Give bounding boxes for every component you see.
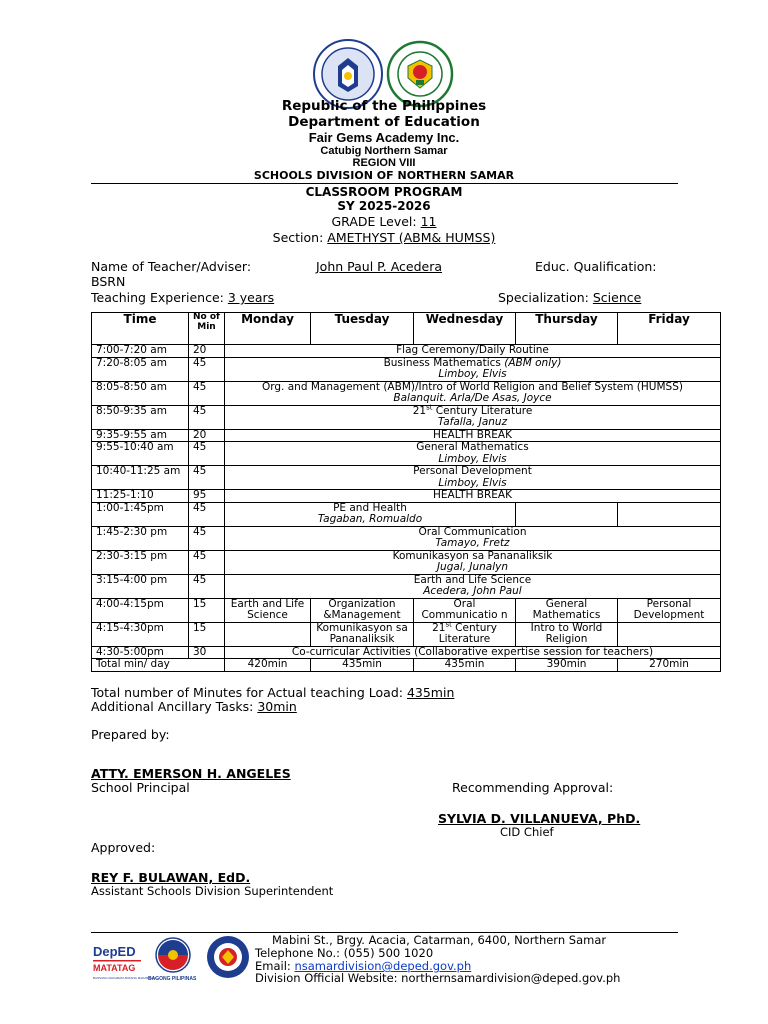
- grade-level: GRADE Level: 11: [331, 214, 437, 229]
- time-cell: 7:00-7:20 am: [92, 345, 189, 358]
- subject-teacher: Acedera, John Paul: [423, 585, 522, 597]
- subject-teacher: Tamayo, Fretz: [435, 537, 510, 549]
- thursday-total: 390min: [516, 659, 618, 672]
- time-cell: 8:05-8:50 am: [92, 381, 189, 405]
- subject-teacher: Tagaban, Romualdo: [317, 513, 423, 525]
- time-cell: 11:25-1:10: [92, 490, 189, 503]
- table-row: [92, 490, 721, 503]
- col-header-minutes: No of Min: [189, 313, 225, 345]
- table-row: [92, 357, 721, 381]
- table-row: [92, 550, 721, 574]
- time-cell: 4:15-4:30pm: [92, 622, 189, 646]
- header-division: SCHOOLS DIVISION OF NORTHERN SAMAR: [253, 169, 515, 182]
- table-row: [92, 526, 721, 550]
- minutes-cell: 45: [189, 357, 225, 381]
- subject-cell: General Mathematics Limboy, Elvis: [225, 442, 721, 466]
- tuesday-cell: Organization &Management: [311, 598, 414, 622]
- subject-cell: Org. and Management (ABM)/Intro of World Religion and Belief System (HUMSS) Balanquit. Arla/De Asas, Joyce: [225, 381, 721, 405]
- minutes-cell: 45: [189, 405, 225, 429]
- minutes-cell: 20: [189, 345, 225, 358]
- time-cell: 10:40-11:25 am: [92, 466, 189, 490]
- subject-teacher: Jugal, Junalyn: [436, 561, 509, 573]
- prepared-by-label: Prepared by:: [91, 727, 170, 742]
- specialization: Specialization: Science: [498, 290, 642, 305]
- time-cell: 4:00-4:15pm: [92, 598, 189, 622]
- ancillary-tasks: Additional Ancillary Tasks: 30min: [91, 699, 297, 714]
- time-cell: 3:15-4:00 pm: [92, 574, 189, 598]
- footer-email: Email: nsamardivision@deped.gov.ph: [255, 959, 472, 973]
- table-row: [92, 502, 721, 526]
- program-title: CLASSROOM PROGRAM: [305, 185, 463, 199]
- table-row: [92, 442, 721, 466]
- minutes-cell: 95: [189, 490, 225, 503]
- program-school-year: SY 2025-2026: [337, 199, 431, 213]
- subject-cell: HEALTH BREAK: [225, 490, 721, 503]
- monday-total: 420min: [225, 659, 311, 672]
- col-header-friday: Friday: [618, 313, 721, 345]
- subject-teacher: Limboy, Elvis: [438, 476, 507, 489]
- teaching-load: Total number of Minutes for Actual teaching Load: 435min: [91, 685, 455, 700]
- principal-name: ATTY. EMERSON H. ANGELES: [91, 766, 291, 781]
- teacher-name-label: Name of Teacher/Adviser:: [91, 259, 252, 274]
- subject-cell: Co-curricular Activities (Collaborative expertise session for teachers): [225, 646, 721, 659]
- empty-cell: [618, 502, 721, 526]
- minutes-cell: 45: [189, 442, 225, 466]
- col-header-thursday: Thursday: [516, 313, 618, 345]
- subject-teacher: Limboy, Elvis: [438, 452, 507, 465]
- table-row: [92, 345, 721, 358]
- matatag-wordmark: MATATAG: [93, 963, 136, 973]
- table-row: [92, 622, 721, 646]
- matatag-tagline: BANSANG MAKABATA BATANG MAKABANSA: [93, 976, 157, 980]
- email-link[interactable]: nsamardivision@deped.gov.ph: [294, 959, 472, 973]
- tuesday-cell: Komunikasyon sa Pananaliksik: [311, 622, 414, 646]
- header-divider: [91, 183, 678, 184]
- monday-cell: [225, 622, 311, 646]
- time-cell: 9:35-9:55 am: [92, 429, 189, 442]
- time-cell: 4:30-5:00pm: [92, 646, 189, 659]
- minutes-cell: 45: [189, 502, 225, 526]
- asds-title: Assistant Schools Division Superintendent: [91, 884, 334, 898]
- monday-cell: Earth and Life Science: [225, 598, 311, 622]
- qualification-label: Educ. Qualification:: [535, 259, 657, 274]
- minutes-cell: 15: [189, 622, 225, 646]
- bagong-pilipinas-logo: [147, 936, 199, 982]
- subject-teacher: Limboy, Elvis: [438, 368, 507, 380]
- footer-address: Mabini St., Brgy. Acacia, Catarman, 6400, Northern Samar: [272, 933, 607, 947]
- principal-title: School Principal: [91, 780, 190, 795]
- time-cell: 1:45-2:30 pm: [92, 526, 189, 550]
- bagong-pilipinas-wordmark: BAGONG PILIPINAS: [148, 976, 197, 982]
- time-cell: 7:20-8:05 am: [92, 357, 189, 381]
- table-row: [92, 381, 721, 405]
- subject-cell: HEALTH BREAK: [225, 429, 721, 442]
- subject-cell: 21st Century Literature Tafalla, Januz: [225, 405, 721, 429]
- tuesday-total: 435min: [311, 659, 414, 672]
- table-row: [92, 405, 721, 429]
- thursday-cell: Intro to World Religion: [516, 622, 618, 646]
- division-seal-logo: [205, 934, 251, 980]
- table-total-row: [92, 659, 721, 672]
- subject-cell: Komunikasyon sa Pananaliksik Jugal, Junalyn: [225, 550, 721, 574]
- table-header-row: [92, 313, 721, 345]
- thursday-cell: General Mathematics: [516, 598, 618, 622]
- qualification-value: BSRN: [91, 274, 126, 289]
- minutes-cell: 20: [189, 429, 225, 442]
- time-cell: 2:30-3:15 pm: [92, 550, 189, 574]
- subject-cell: PE and Health Tagaban, Romualdo: [225, 502, 516, 526]
- header-school-location: Catubig Northern Samar: [320, 145, 448, 157]
- subject-cell: Personal Development Limboy, Elvis: [225, 466, 721, 490]
- teacher-name-value: John Paul P. Acedera: [316, 259, 443, 274]
- subject-cell: Business Mathematics (ABM only) Limboy, Elvis: [225, 357, 721, 381]
- minutes-cell: 45: [189, 466, 225, 490]
- friday-cell: Personal Development: [618, 598, 721, 622]
- minutes-cell: 45: [189, 526, 225, 550]
- asds-name: REY F. BULAWAN, EdD.: [91, 870, 251, 885]
- table-row: [92, 429, 721, 442]
- col-header-monday: Monday: [225, 313, 311, 345]
- col-header-tuesday: Tuesday: [311, 313, 414, 345]
- wednesday-total: 435min: [414, 659, 516, 672]
- friday-cell: [618, 622, 721, 646]
- friday-total: 270min: [618, 659, 721, 672]
- table-row: [92, 574, 721, 598]
- subject-cell: Flag Ceremony/Daily Routine: [225, 345, 721, 358]
- footer-telephone: Telephone No.: (055) 500 1020: [255, 946, 434, 960]
- subject-teacher: Balanquit. Arla/De Asas, Joyce: [393, 392, 552, 404]
- table-row: [92, 646, 721, 659]
- cid-chief-name: SYLVIA D. VILLANUEVA, PhD.: [438, 811, 641, 826]
- subject-teacher: Tafalla, Januz: [437, 416, 508, 428]
- time-cell: 9:55-10:40 am: [92, 442, 189, 466]
- wednesday-cell: 21st Century Literature: [414, 622, 516, 646]
- header-region: REGION VIII: [352, 157, 416, 169]
- recommending-approval-label: Recommending Approval:: [452, 780, 614, 795]
- deped-matatag-logo: [92, 940, 157, 982]
- time-cell: 1:00-1:45pm: [92, 502, 189, 526]
- total-label-cell: Total min/ day: [92, 659, 225, 672]
- time-cell: 8:50-9:35 am: [92, 405, 189, 429]
- minutes-cell: 45: [189, 381, 225, 405]
- col-header-time: Time: [92, 313, 189, 345]
- subject-cell: Earth and Life Science Acedera, John Paul: [225, 574, 721, 598]
- minutes-cell: 30: [189, 646, 225, 659]
- schedule-table: [91, 312, 721, 672]
- header-department: Department of Education: [288, 114, 480, 130]
- deped-wordmark: DepED: [93, 944, 136, 959]
- empty-cell: [516, 502, 618, 526]
- cid-chief-title: CID Chief: [500, 825, 554, 839]
- table-row: [92, 598, 721, 622]
- footer-website: Division Official Website: northernsamardivision@deped.gov.ph: [255, 971, 621, 985]
- minutes-cell: 45: [189, 550, 225, 574]
- subject-cell: Oral Communication Tamayo, Fretz: [225, 526, 721, 550]
- minutes-cell: 15: [189, 598, 225, 622]
- col-header-wednesday: Wednesday: [414, 313, 516, 345]
- table-row: [92, 466, 721, 490]
- approved-label: Approved:: [91, 840, 156, 855]
- header-republic: Republic of the Philippines: [281, 98, 487, 114]
- teaching-experience: Teaching Experience: 3 years: [91, 290, 275, 305]
- wednesday-cell: Oral Communicatio n: [414, 598, 516, 622]
- header-school-name: Fair Gems Academy Inc.: [308, 130, 460, 145]
- section: Section: AMETHYST (ABM& HUMSS): [272, 230, 496, 245]
- minutes-cell: 45: [189, 574, 225, 598]
